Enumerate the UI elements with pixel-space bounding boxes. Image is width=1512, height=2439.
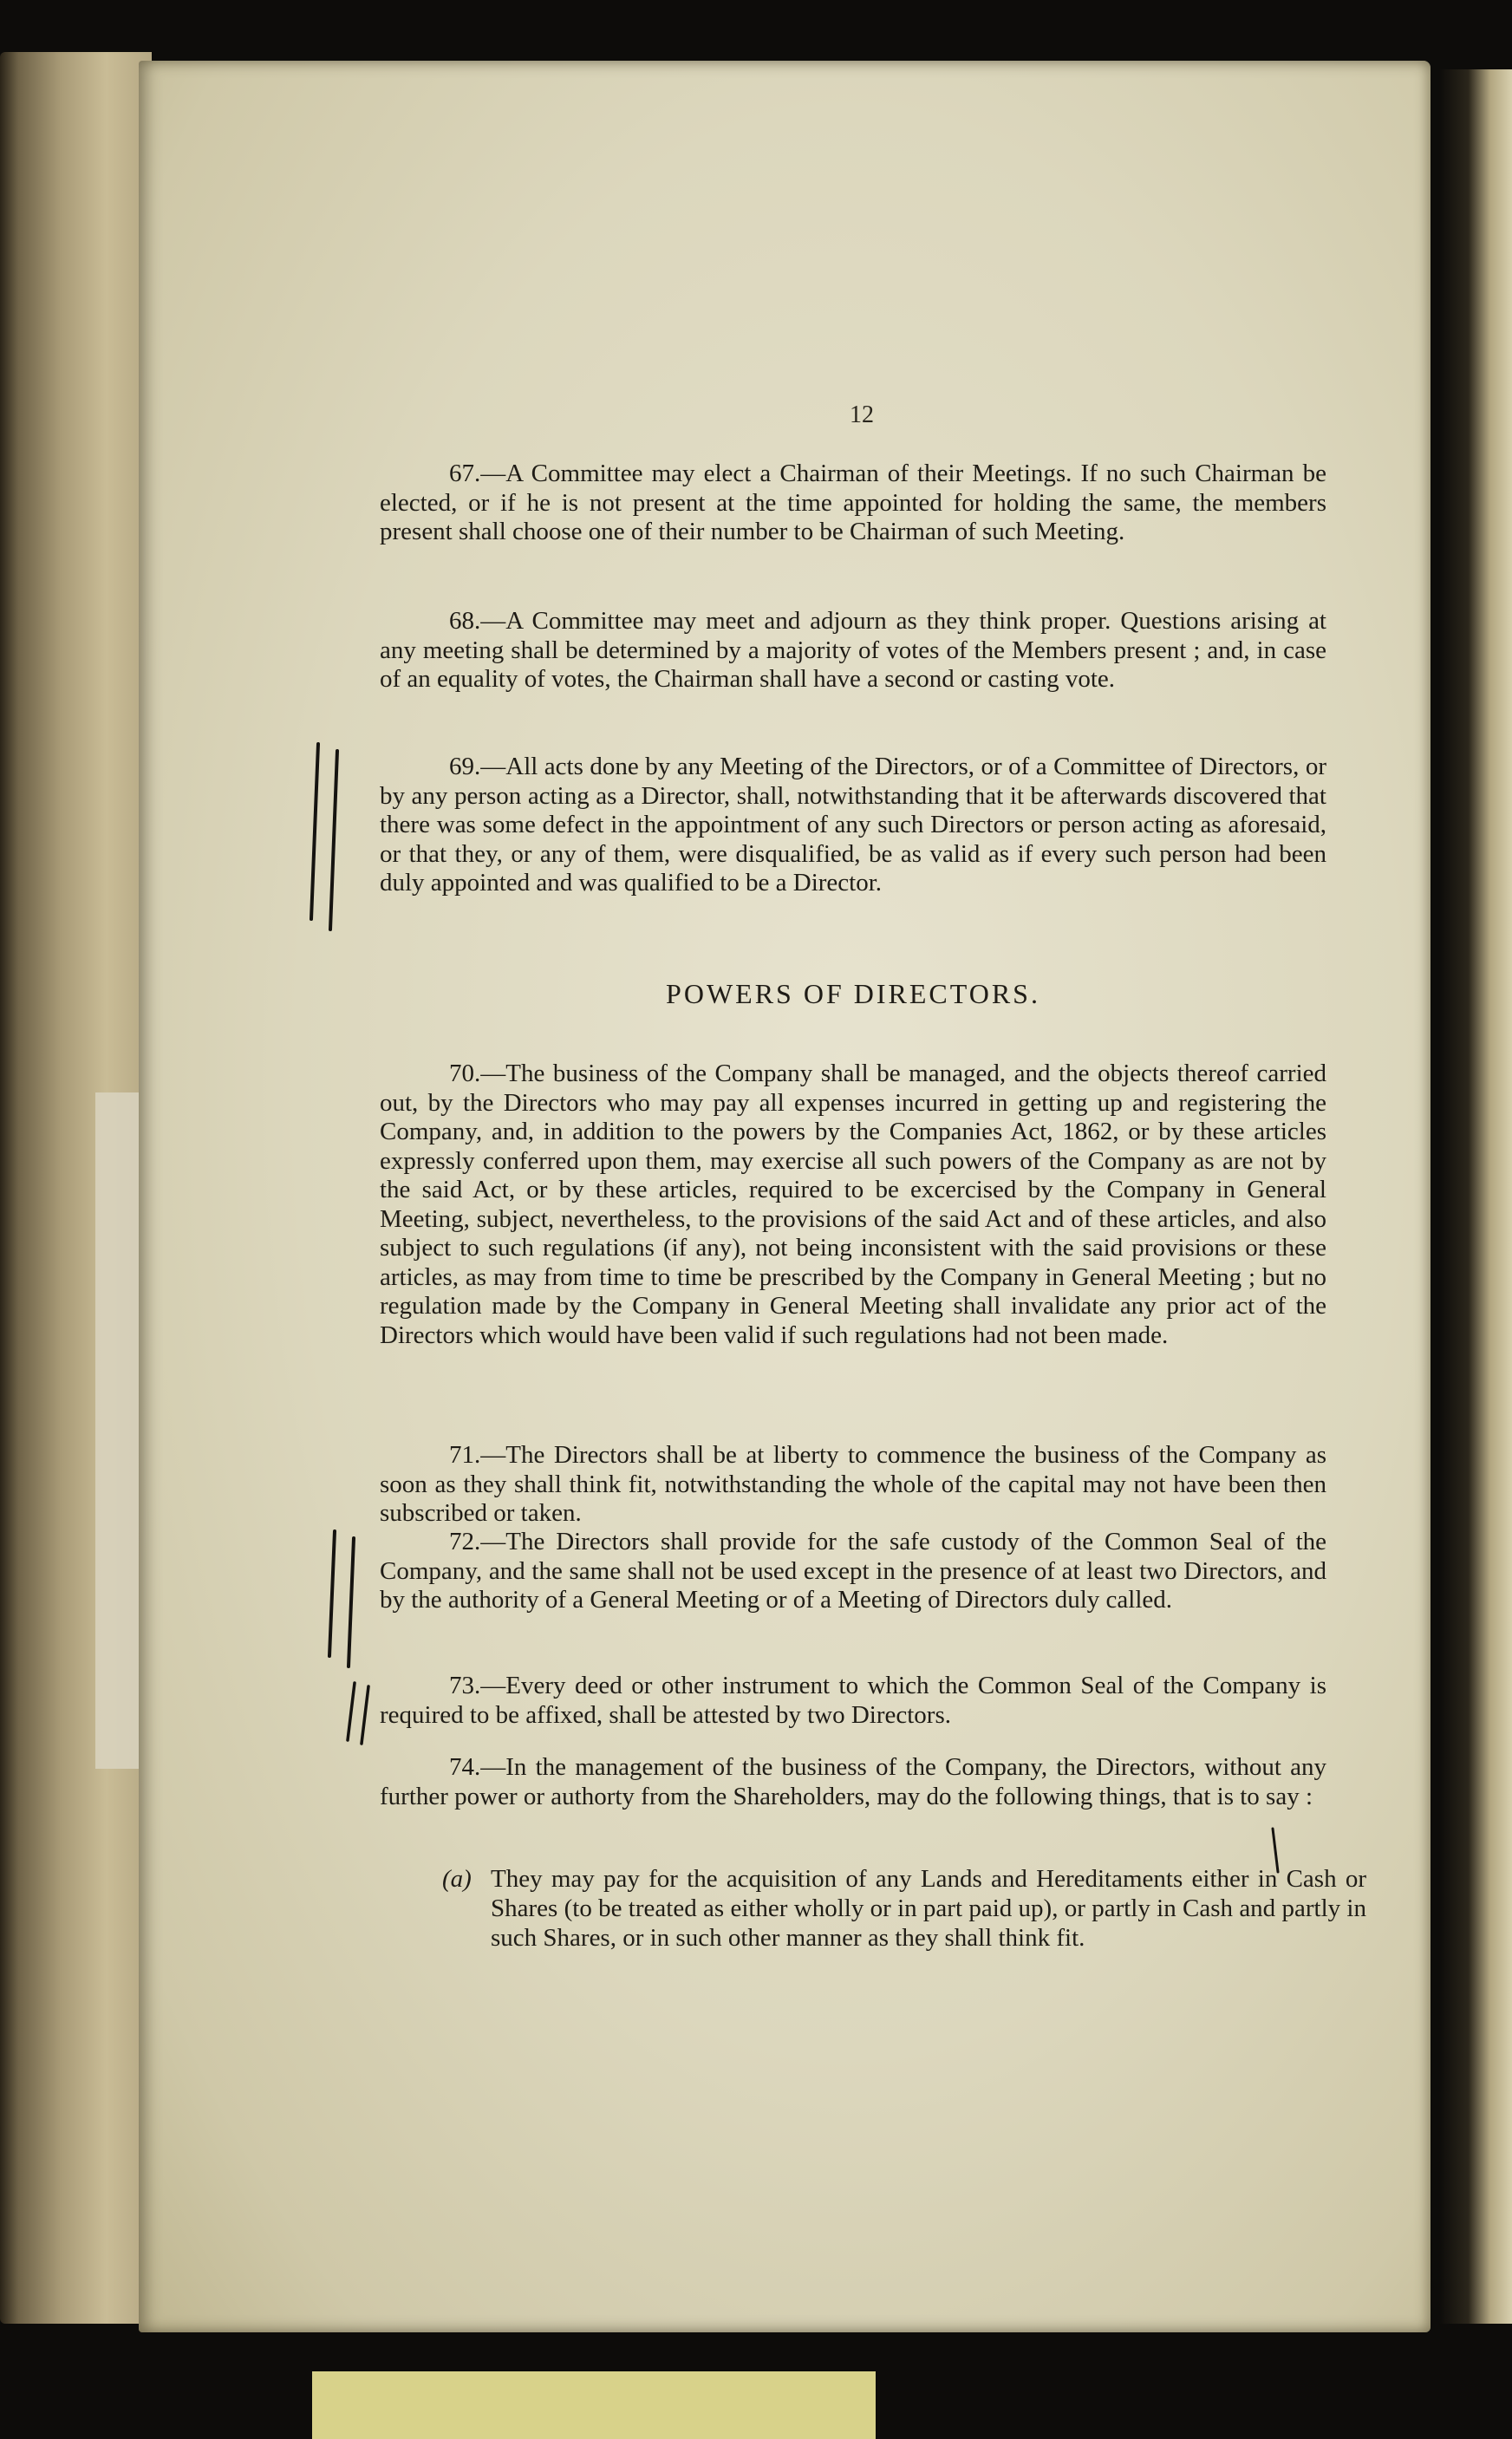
article-73: 73.—Every deed or other instrument to which the Common Seal of the Company is required to be affixed, shall be attested by two Directors. (380, 1672, 1326, 1729)
article-74: 74.—In the management of the business of the Company, the Directors, without any further power or authorty from the Shareholders, may do the following things, that is to say : (380, 1753, 1326, 1810)
right-page-edge (1439, 69, 1512, 2324)
article-68: 68.—A Committee may meet and adjourn as they think proper. Questions arising at any meeting shall be determined by a majority of votes of the Members present ; and, in case of an equality of votes, the Chairman shall have a second or casting vote. (380, 607, 1326, 693)
pencil-mark-article-72 (323, 1526, 366, 1673)
article-74-item-a (442, 1864, 1366, 1953)
left-page-edges (0, 52, 152, 2324)
article-71: 71.—The Directors shall be at liberty to commence the business of the Company as soon as they shall think fit, notwithstanding the whole of the capital may not have been then subscribed or taken. (380, 1441, 1326, 1527)
item-a-text: They may pay for the acquisition of any Lands and Hereditaments either in Cash or Shares (to be treated as either wholly or in part paid up), or partly in Cash and partly in such Shares, or in such other manner as they shall think fit. (491, 1865, 1366, 1952)
item-a-marker: (a) (442, 1865, 472, 1893)
article-70: 70.—The business of the Company shall be managed, and the objects thereof carried out, by the Directors who may pay all expenses incurred in getting up and registering the Company, and, in addition to the powers by the Companies Act, 1862, or by these articles expressly conferred upon them, may exercise all such powers of the Company as are not by the said Act, or by these articles, required to be excercised by the Company in General Meeting, subject, nevertheless, to the provisions of the said Act and of these articles, and also subject to such regulations (if any), not being inconsistent with the said provisions or these articles, as may from time to time be prescribed by the Company in General Meeting ; but no regulation made by the Company in General Meeting shall invalidate any prior act of the Directors which would have been valid if such regulations had not been made. (380, 1060, 1326, 1349)
article-69: 69.—All acts done by any Meeting of the Directors, or of a Committee of Directors, or by any person acting as a Director, shall, notwithstanding that it be afterwards discovered that there was some defect in the appointment of any such Directors or person acting as aforesaid, or that they, or any of them, were disqualified, be as valid as if every such person had been duly appointed and was qualified to be a Director. (380, 753, 1326, 897)
section-heading: POWERS OF DIRECTORS. (666, 978, 1040, 1009)
article-67: 67.—A Committee may elect a Chairman of their Meetings. If no such Chairman be elected, or if he is not present at the time appointed for holding the same, the members present shall choose one of their number to be Chairman of such Meeting. (380, 460, 1326, 545)
bookmark-tab (312, 2371, 876, 2439)
pencil-mark-article-69 (299, 737, 351, 936)
article-72: 72.—The Directors shall provide for the safe custody of the Common Seal of the Company, and the same shall not be used except in the presence of at least two Directors, and by the authority of a General Meeting or of a Meeting of Directors duly called. (380, 1528, 1326, 1614)
pencil-tick-mark (1268, 1825, 1285, 1877)
pencil-mark-article-73 (342, 1678, 377, 1747)
page-number: 12 (850, 401, 874, 428)
